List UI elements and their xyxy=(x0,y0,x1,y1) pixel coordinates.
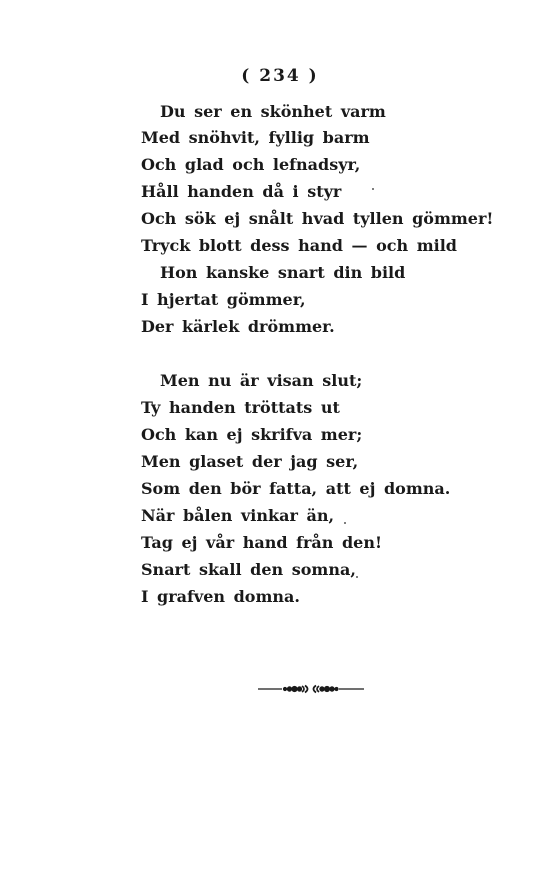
verse-line: Tag ej vår hand från den! xyxy=(141,533,382,552)
tailpiece-ornament-icon xyxy=(258,684,364,694)
verse-line: Med snöhvit, fyllig barm xyxy=(141,128,370,147)
verse-line: I grafven domna. xyxy=(141,587,300,606)
verse-line: Der kärlek drömmer. xyxy=(141,317,335,336)
page-number: ( 234 ) xyxy=(241,66,319,86)
verse-line: Hon kanske snart din bild xyxy=(160,263,406,282)
verse-line: Men glaset der jag ser, xyxy=(141,452,359,471)
paper-speck xyxy=(344,522,346,524)
verse-line: Men nu är visan slut; xyxy=(160,371,363,390)
verse-line: Och kan ej skrifva mer; xyxy=(141,425,363,444)
verse-line: Ty handen tröttats ut xyxy=(141,398,340,417)
paper-speck xyxy=(372,188,374,190)
verse-line: När bålen vinkar än, xyxy=(141,506,335,525)
verse-line: Och glad och lefnadsyr, xyxy=(141,155,361,174)
paper-speck xyxy=(356,576,358,578)
verse-line: Snart skall den somna, xyxy=(141,560,356,579)
verse-line: Tryck blott dess hand — och mild xyxy=(141,236,457,255)
verse-line: Håll handen då i styr xyxy=(141,182,342,201)
verse-line: Och sök ej snålt hvad tyllen gömmer! xyxy=(141,209,494,228)
verse-line: Du ser en skönhet varm xyxy=(160,102,386,121)
verse-line: Som den bör fatta, att ej domna. xyxy=(141,479,451,498)
verse-line: I hjertat gömmer, xyxy=(141,290,306,309)
